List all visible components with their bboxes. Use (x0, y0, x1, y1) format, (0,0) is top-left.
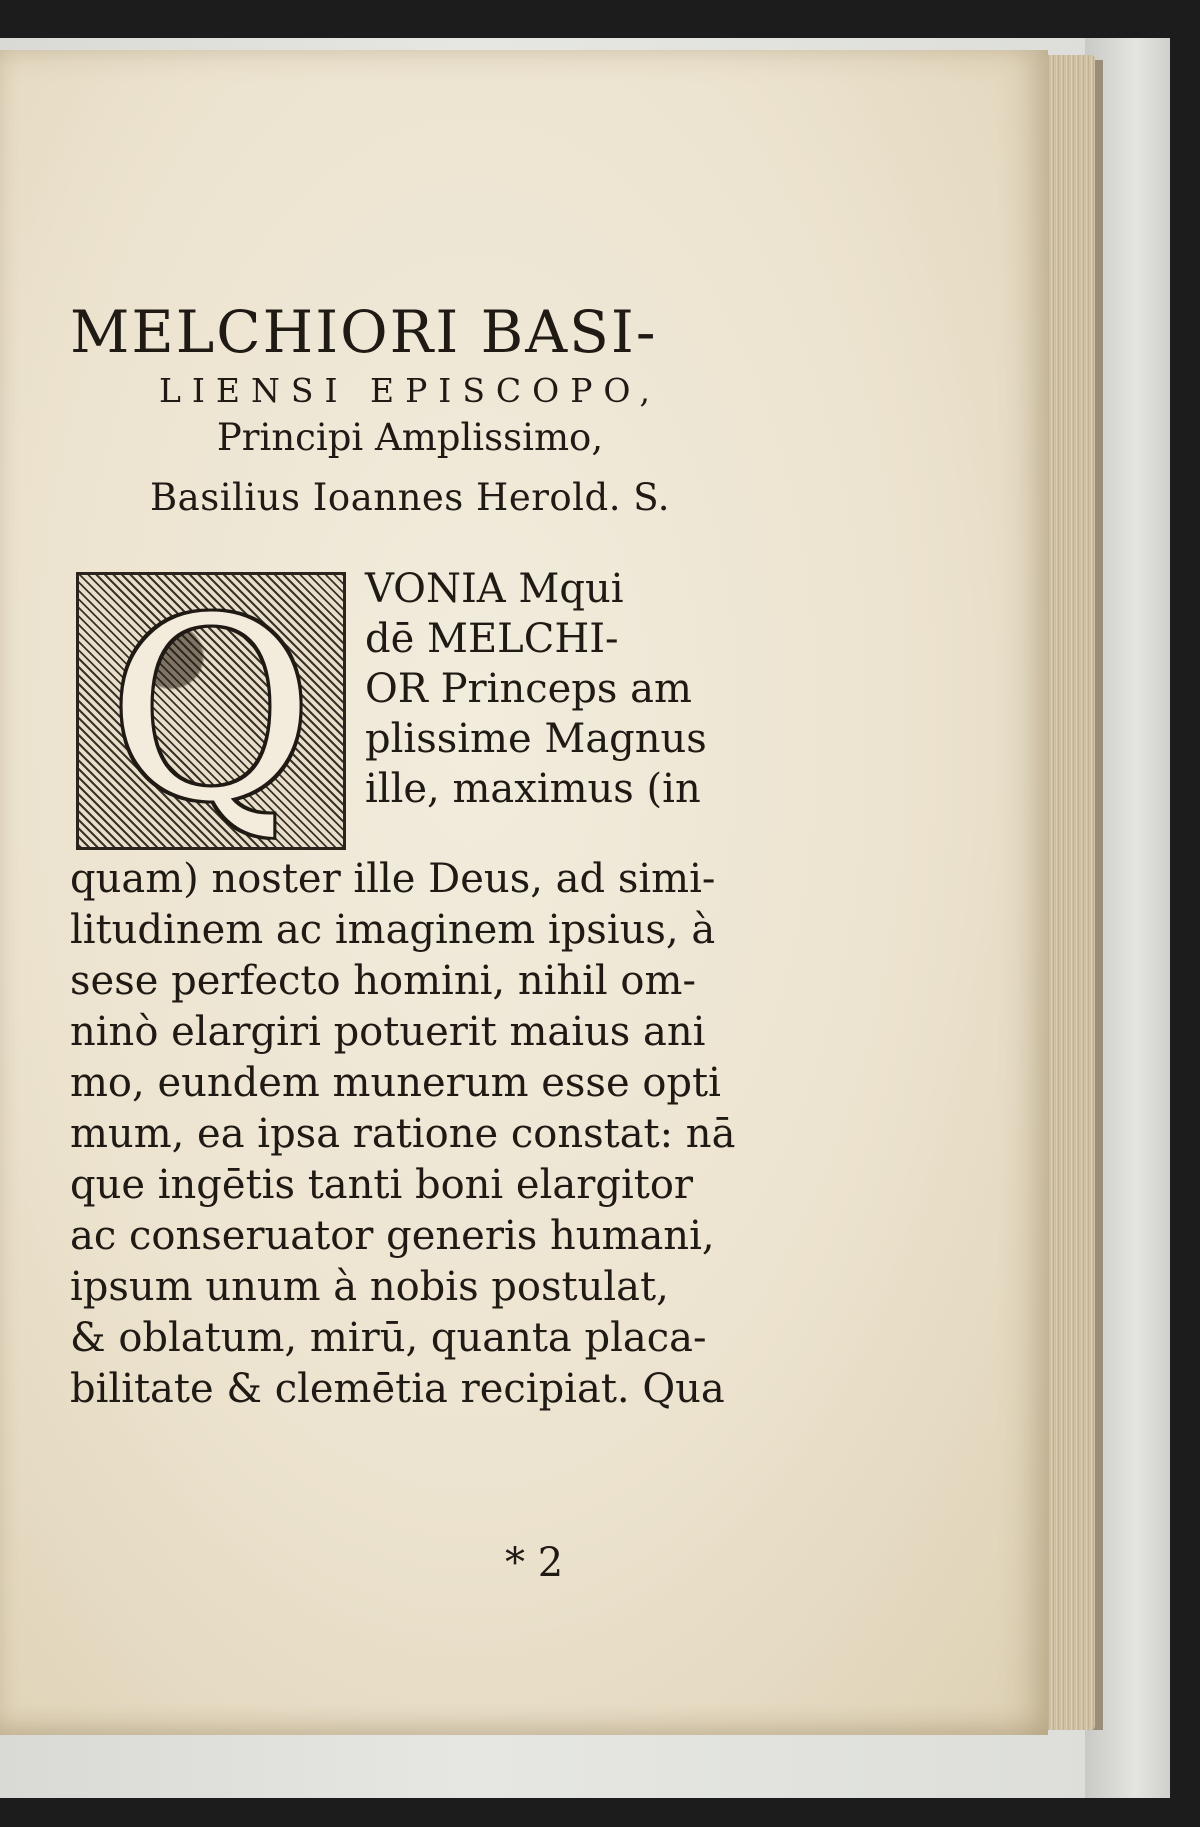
body-line: ac conseruator generis humani, (70, 1213, 715, 1259)
page-stack (1045, 55, 1095, 1730)
body-line: ipsum unum à nobis postulat, (70, 1264, 669, 1310)
body-line: ninò elargiri potuerit maius ani (70, 1009, 706, 1055)
body-line: sese perfecto homini, nihil om- (70, 958, 696, 1004)
side-line: VONIA Mqui (365, 566, 624, 612)
book-page (0, 50, 1048, 1735)
body-line: que ingētis tanti boni elargitor (70, 1162, 694, 1208)
heading-line-3: Principi Amplissimo, (216, 416, 604, 459)
side-line: dē MELCHI- (365, 616, 619, 662)
heading-line-2: LIENSI EPISCOPO, (158, 371, 662, 410)
decorated-initial (76, 565, 346, 856)
text-block (70, 300, 750, 1415)
body-line: quam) noster ille Deus, ad simi- (70, 856, 716, 902)
body-text (70, 854, 750, 1415)
body-line: mo, eundem munerum esse opti (70, 1060, 721, 1106)
side-line: plissime Magnus (365, 716, 707, 762)
body-line: & oblatum, mirū, quanta placa- (70, 1315, 707, 1361)
initial-letter: Q (108, 565, 314, 856)
signature-mark: * 2 (505, 1540, 564, 1586)
side-line: OR Princeps am (365, 666, 692, 712)
side-line: ille, maximus (in (365, 766, 701, 812)
heading-line-1: MELCHIORI BASI- (70, 298, 658, 366)
initial-side-lines (365, 564, 765, 814)
initial-paragraph (70, 564, 750, 854)
heading-line-4: Basilius Ioannes Herold. S. (149, 476, 671, 519)
body-line: litudinem ac imaginem ipsius, à (70, 907, 716, 953)
body-line: bilitate & clemētia recipiat. Qua (70, 1366, 725, 1412)
body-line: mum, ea ipsa ratione constat: nā (70, 1111, 736, 1157)
